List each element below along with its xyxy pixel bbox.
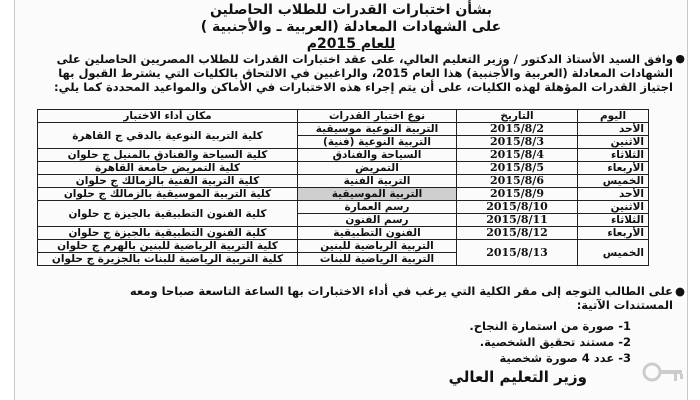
cell-test-type: التربية الرياضية للبنين bbox=[298, 240, 457, 253]
cell-date: 2015/8/11 bbox=[457, 214, 578, 227]
cell-test-type: رسم العمارة bbox=[298, 201, 457, 214]
header-test-place: مكان أداء الاختبار bbox=[38, 110, 298, 123]
cell-test-type: التربية الرياضية للبنات bbox=[298, 253, 457, 266]
list-item: 3- عدد 4 صورة شخصية bbox=[499, 351, 631, 365]
cell-test-place: كلية الفنون التطبيقية بالجيزة ج حلوان bbox=[38, 201, 298, 227]
cell-date: 2015/8/9 bbox=[457, 188, 578, 201]
cell-test-type: السياحة والفنادق bbox=[298, 149, 457, 162]
cell-day: الأربعاء bbox=[578, 227, 649, 240]
requirements-list bbox=[469, 318, 631, 366]
instructions-text: على الطالب التوجه إلى مقر الكلية التي يرغب في أداء الاختبارات بها الساعة التاسعة صباحا ومعه المستندات الآتية: bbox=[129, 284, 673, 312]
cell-day: الأربعاء bbox=[578, 162, 649, 175]
table-row bbox=[38, 149, 649, 162]
cell-test-place: كلية التربية الرياضية للبنات بالجزيرة ج حلوان bbox=[38, 253, 298, 266]
bullet-icon: ● bbox=[675, 52, 685, 65]
cell-day: الخميس bbox=[578, 175, 649, 188]
key-watermark-icon bbox=[640, 352, 690, 392]
table-header-row bbox=[38, 110, 649, 123]
cell-day: الأحد bbox=[578, 123, 649, 136]
intro-paragraph bbox=[33, 52, 685, 94]
cell-test-type: التربية النوعية (فنية) bbox=[298, 136, 457, 149]
header-day: اليوم bbox=[578, 110, 649, 123]
table-row bbox=[38, 201, 649, 214]
cell-test-type: التربية الفنية bbox=[298, 175, 457, 188]
bullet-icon: ● bbox=[674, 284, 685, 298]
table-row bbox=[38, 162, 649, 175]
signature: وزير التعليم العالي bbox=[448, 368, 587, 386]
schedule-table bbox=[37, 109, 649, 266]
cell-date: 2015/8/2 bbox=[457, 123, 578, 136]
cell-test-type: التمريض bbox=[298, 162, 457, 175]
cell-day: الاثنين bbox=[578, 201, 649, 214]
instructions-paragraph bbox=[73, 284, 685, 312]
table-row bbox=[38, 175, 649, 188]
heading-line-2: على الشهادات المعادلة (العربية ـ والأجنبية ) bbox=[200, 19, 502, 35]
cell-test-type: رسم الفنون bbox=[298, 214, 457, 227]
list-item: 2- مستند تحقيق الشخصية. bbox=[479, 335, 631, 349]
cell-test-place: كلية السياحة والفنادق بالمنيل ج حلوان bbox=[38, 149, 298, 162]
cell-test-type: الفنون التطبيقية bbox=[298, 227, 457, 240]
header-test-type: نوع اختبار القدرات bbox=[298, 110, 457, 123]
cell-test-place: كلية التربية النوعية بالدقي ج القاهرة bbox=[38, 123, 298, 149]
heading-year: للعام 2015م bbox=[306, 36, 396, 52]
cell-day: الثلاثاء bbox=[578, 149, 649, 162]
cell-date: 2015/8/10 bbox=[457, 201, 578, 214]
cell-test-type: التربية الموسيقية bbox=[298, 188, 457, 201]
table-row bbox=[38, 123, 649, 136]
cell-day: الخميس bbox=[578, 240, 649, 266]
table-row bbox=[38, 240, 649, 253]
cell-test-type: التربية النوعية موسيقية bbox=[298, 123, 457, 136]
cell-day: الاثنين bbox=[578, 136, 649, 149]
cell-test-place: كلية التمريض جامعة القاهرة bbox=[38, 162, 298, 175]
table-row bbox=[38, 188, 649, 201]
cell-day: الأحد bbox=[578, 188, 649, 201]
cell-date: 2015/8/6 bbox=[457, 175, 578, 188]
cell-date: 2015/8/5 bbox=[457, 162, 578, 175]
document-heading bbox=[15, 2, 687, 52]
intro-text: وافق السيد الأستاذ الدكتور / وزير التعليم العالي، على عقد اختبارات القدرات للطلاب المصريين الحاصلين على الشهادات المعادلة (العربية والأجنبية) هذا العام 2015، والراغبين في الالتحاق بالكليات التي يشترط القبول بها اجتياز القدرات المؤهلة لهذه الكليات، على أن يتم إجراء هذه الاختبارات في الأماكن والمواعيد المحددة كما يلي: bbox=[53, 52, 673, 94]
cell-date: 2015/8/13 bbox=[457, 240, 578, 266]
cell-test-place: كلية التربية الفنية بالزمالك ج حلوان bbox=[38, 175, 298, 188]
document-page bbox=[14, 0, 688, 400]
cell-date: 2015/8/3 bbox=[457, 136, 578, 149]
heading-line-1: بشأن اختبارات القدرات للطلاب الحاصلين bbox=[209, 2, 493, 18]
table-row bbox=[38, 227, 649, 240]
cell-date: 2015/8/12 bbox=[457, 227, 578, 240]
cell-test-place: كلية الفنون التطبيقية بالجيزة ج حلوان bbox=[38, 227, 298, 240]
cell-test-place: كلية التربية الرياضية للبنين بالهرم ج حلوان bbox=[38, 240, 298, 253]
header-date: التاريخ bbox=[457, 110, 578, 123]
cell-date: 2015/8/4 bbox=[457, 149, 578, 162]
cell-test-place: كلية التربية الموسيقية بالزمالك ج حلوان bbox=[38, 188, 298, 201]
cell-day: الثلاثاء bbox=[578, 214, 649, 227]
list-item: 1- صورة من استمارة النجاح. bbox=[469, 319, 631, 333]
